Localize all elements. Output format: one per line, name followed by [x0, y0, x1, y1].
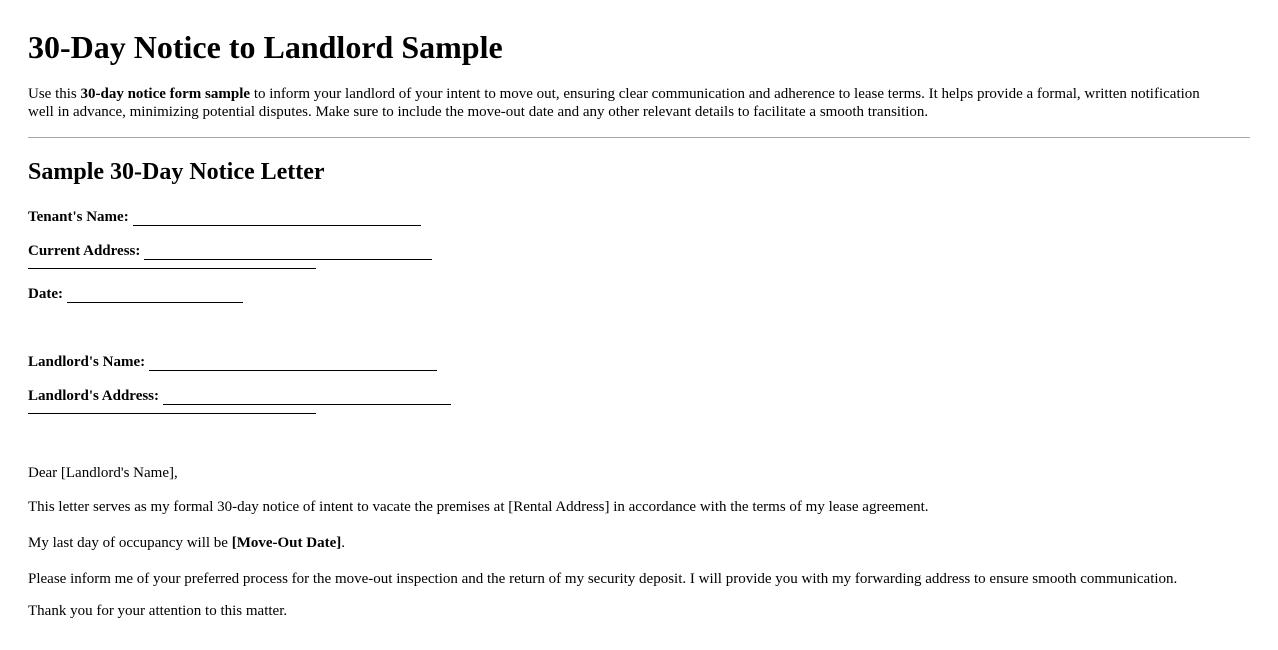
current-address-label: Current Address: [28, 243, 141, 259]
intro-suffix: to inform your landlord of your intent to move out, ensuring clear communication and adherence to lease terms. It helps provide a formal, written notification well in advance, minimizing potential disputes. Make sure to include the move-out date and any other relevant details to facilitate a smooth transition. [28, 86, 1200, 120]
intro-paragraph [28, 85, 1218, 121]
landlord-name-label: Landlord's Name: [28, 354, 146, 370]
move-out-date-placeholder: [Move-Out Date] [231, 535, 342, 551]
landlord-address-field [28, 387, 1250, 405]
landlord-name-field [28, 353, 1250, 371]
date-field [28, 285, 1250, 303]
move-out-prefix: My last day of occupancy will be [28, 535, 232, 551]
letter-body-2 [28, 534, 1178, 552]
tenant-name-label: Tenant's Name: [28, 209, 129, 225]
landlord-address-blank-line-2[interactable] [28, 405, 316, 414]
intro-bold-phrase: 30-day notice form sample [80, 86, 251, 102]
section-title: Sample 30-Day Notice Letter [28, 159, 325, 185]
letter-salutation: Dear [Landlord's Name], [28, 465, 178, 481]
move-out-suffix: . [341, 535, 345, 551]
current-address-blank[interactable] [144, 245, 432, 260]
page-title: 30-Day Notice to Landlord Sample [28, 29, 503, 65]
date-blank[interactable] [67, 288, 243, 303]
tenant-name-field [28, 208, 1250, 226]
section-divider [28, 137, 1250, 138]
tenant-name-blank[interactable] [133, 211, 421, 226]
letter-closing: Thank you for your attention to this matter. [28, 603, 288, 619]
letter-body-1: This letter serves as my formal 30-day notice of intent to vacate the premises at [Rental Address] in accordance with the terms of my lease agreement. [28, 499, 929, 515]
current-address-field [28, 242, 1250, 260]
current-address-blank-line-2[interactable] [28, 260, 316, 269]
letter-body-3: Please inform me of your preferred process for the move-out inspection and the return of my security deposit. I will provide you with my forwarding address to ensure smooth communication. [28, 571, 1178, 587]
landlord-address-blank[interactable] [163, 390, 451, 405]
intro-prefix: Use this [28, 86, 81, 102]
landlord-name-blank[interactable] [149, 356, 437, 371]
landlord-address-label: Landlord's Address: [28, 388, 160, 404]
date-label: Date: [28, 286, 63, 302]
